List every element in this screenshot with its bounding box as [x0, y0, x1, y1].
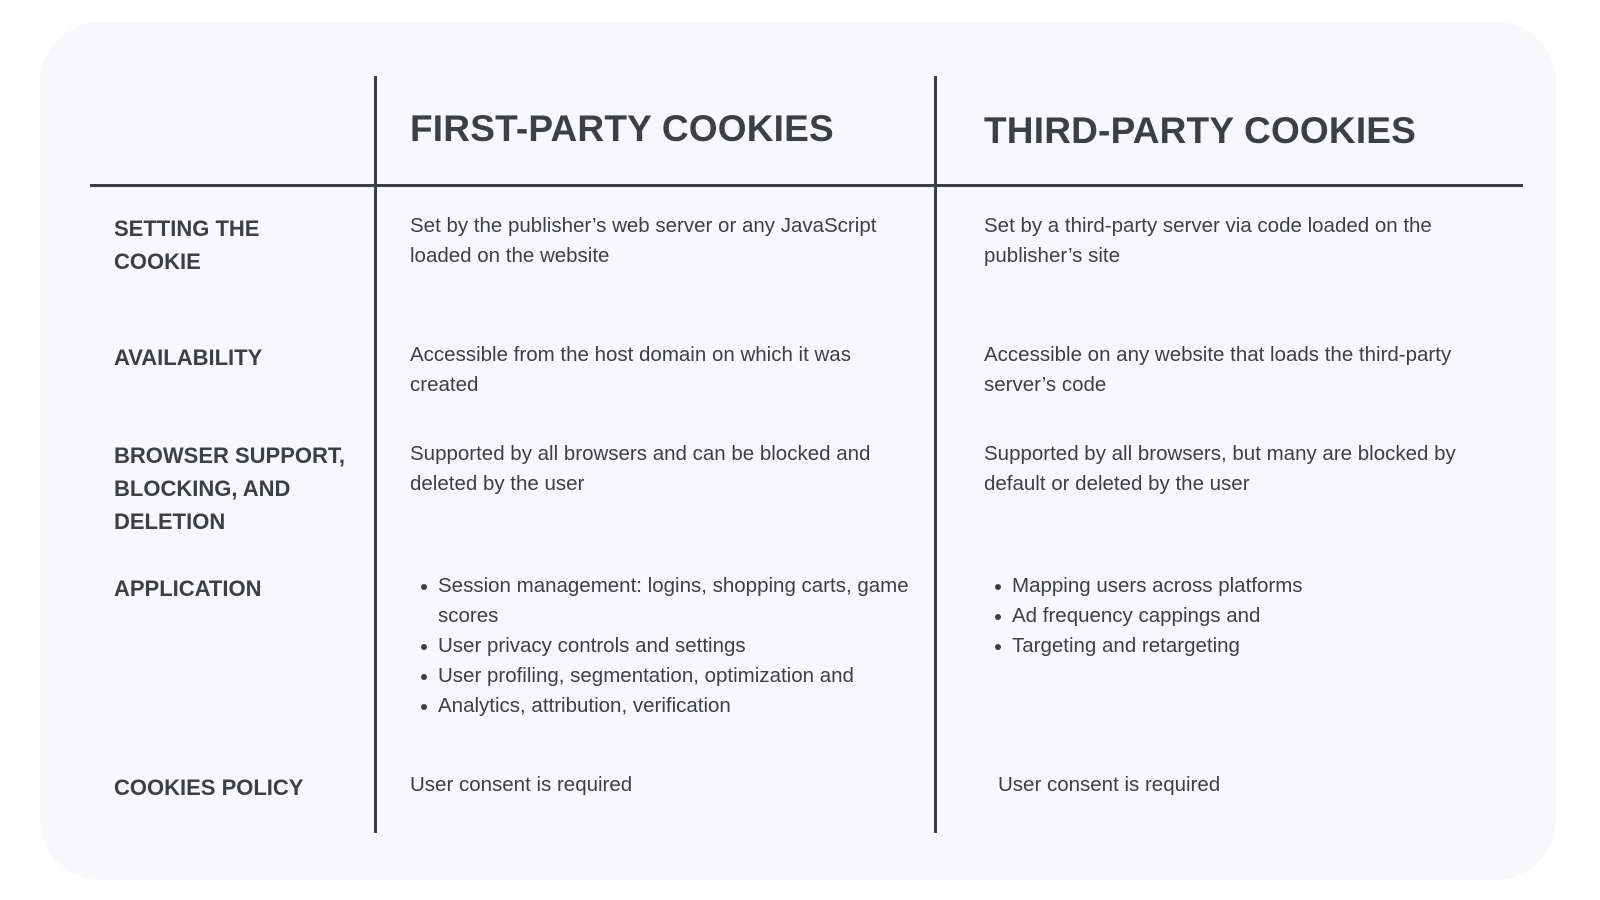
cell-first-setting: Set by the publisher’s web server or any JavaScript loaded on the website: [410, 214, 877, 267]
header-divider: [90, 184, 1523, 187]
cell-third-availability: Accessible on any website that loads the third-party server’s code: [984, 343, 1452, 396]
row-label-cookies-policy: COOKIES POLICY: [114, 775, 304, 800]
cell-third-browser-support: Supported by all browsers, but many are blocked by default or deleted by the user: [984, 442, 1456, 495]
row-label-availability: AVAILABILITY: [114, 345, 263, 370]
cell-first-availability: Accessible from the host domain on which it was created: [410, 343, 851, 396]
row-label-application: APPLICATION: [114, 576, 262, 601]
list-item: Analytics, attribution, verification: [438, 691, 910, 721]
row-label-setting-the-cookie: SETTING THE COOKIE: [114, 216, 260, 274]
cell-third-cookies-policy: User consent is required: [998, 773, 1221, 796]
header-third-party: THIRD-PARTY COOKIES: [984, 110, 1417, 151]
third-party-application-list: [984, 571, 1504, 661]
list-item: Targeting and retargeting: [1012, 631, 1504, 661]
list-item: Session management: logins, shopping carts, game scores: [438, 571, 910, 631]
list-item: User profiling, segmentation, optimization and: [438, 661, 910, 691]
list-item: Mapping users across platforms: [1012, 571, 1504, 601]
header-first-party: FIRST-PARTY COOKIES: [410, 108, 834, 149]
cell-first-application: [410, 571, 910, 721]
cell-first-cookies-policy: User consent is required: [410, 773, 633, 796]
first-party-application-list: [410, 571, 910, 721]
list-item: Ad frequency cappings and: [1012, 601, 1504, 631]
column-divider-right: [934, 76, 937, 833]
cell-third-setting: Set by a third-party server via code loaded on the publisher’s site: [984, 214, 1432, 267]
row-label-browser-support: BROWSER SUPPORT, BLOCKING, AND DELETION: [114, 443, 346, 534]
cell-third-application: [984, 571, 1504, 661]
column-divider-left: [374, 76, 377, 833]
cell-first-browser-support: Supported by all browsers and can be blocked and deleted by the user: [410, 442, 871, 495]
list-item: User privacy controls and settings: [438, 631, 910, 661]
